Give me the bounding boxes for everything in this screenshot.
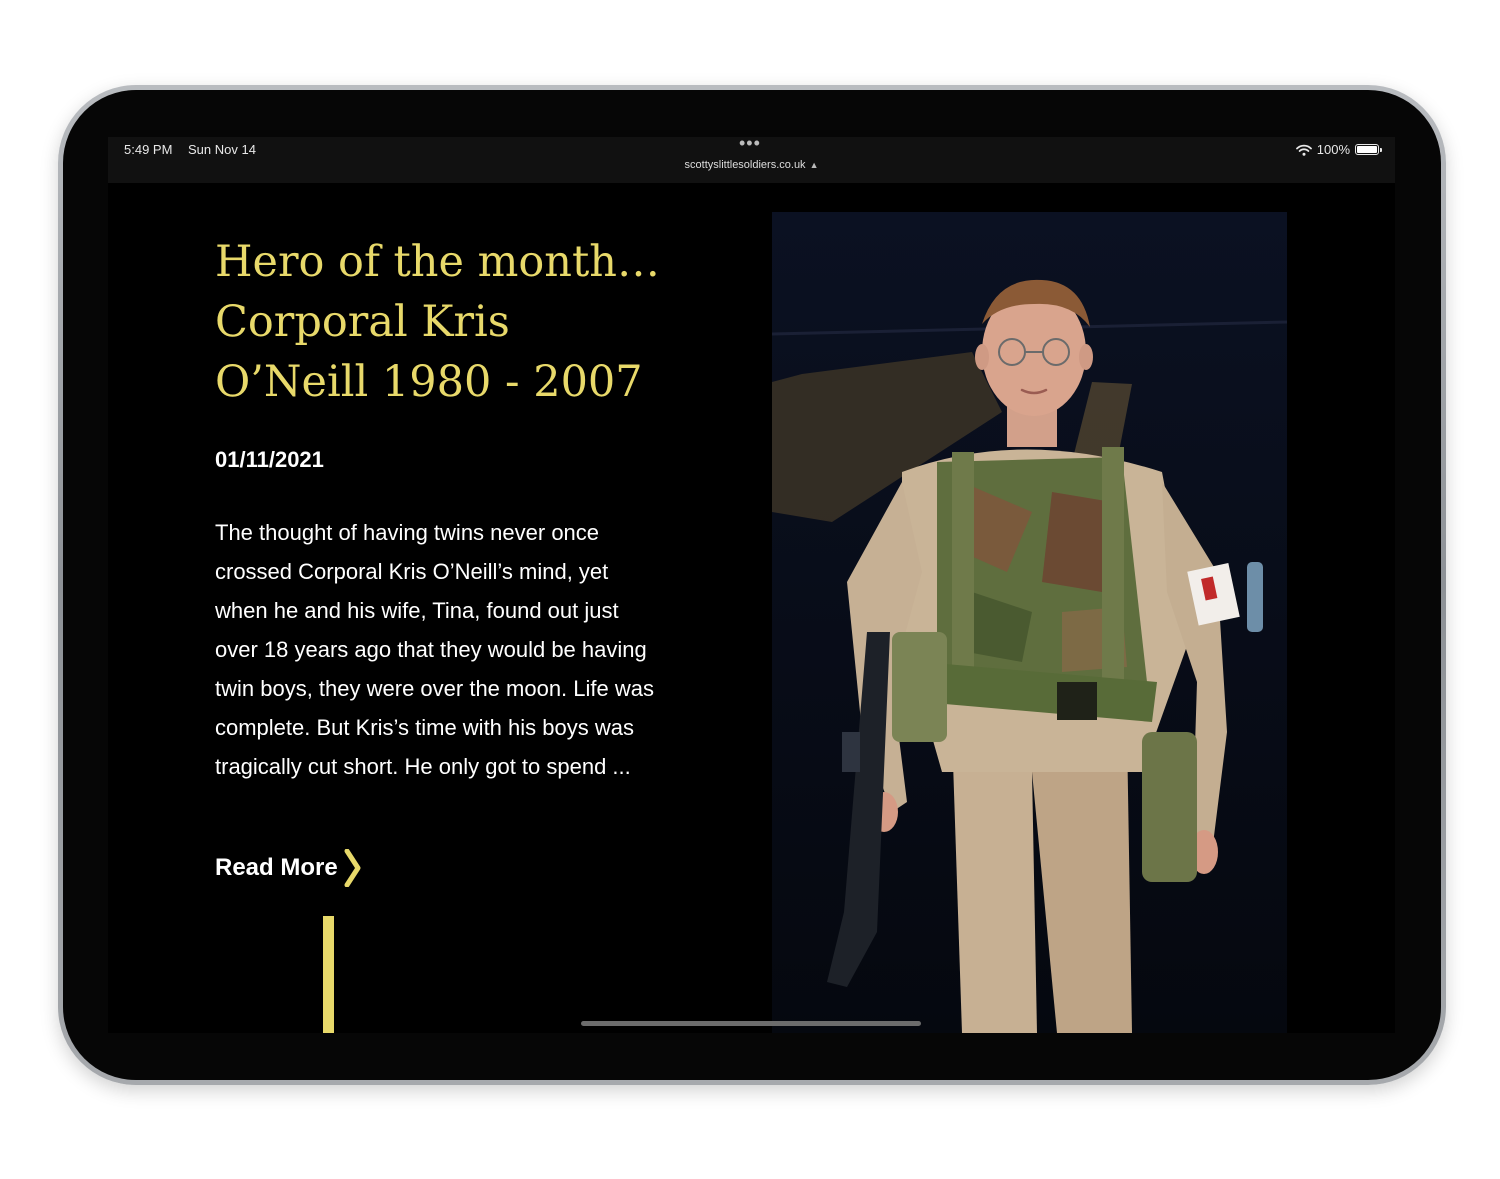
read-more-link[interactable] [215,849,362,887]
screen [108,137,1395,1033]
headline-line: Hero of the month… [215,237,660,287]
article-headline [215,232,685,412]
multitasking-dots[interactable]: ••• [739,137,761,153]
url-text: scottyslittlesoldiers.co.uk [684,159,806,171]
battery-percent: 100% [1316,142,1350,157]
soldier-illustration [772,212,1287,1033]
home-indicator[interactable] [581,1021,921,1026]
address-bar[interactable] [108,159,1395,171]
headline-line: O’Neill 1980 - 2007 [215,357,643,407]
accent-bar [323,916,334,1033]
wifi-icon [1296,144,1312,156]
battery-icon [1355,144,1379,155]
status-date: Sun Nov 14 [188,142,256,157]
article-date: 01/11/2021 [215,447,324,472]
lock-icon: ▲ [809,160,819,170]
chevron-right-icon [344,849,362,887]
read-more-label: Read More [215,854,338,881]
soldier-photo [772,212,1287,1033]
headline-line: Corporal Kris [215,297,510,347]
status-bar [108,137,1395,183]
status-time: 5:49 PM [124,142,173,157]
article-excerpt: The thought of having twins never once crossed Corporal Kris O’Neill’s mind, yet when he and his wife, Tina, found out just over 18 years ago that they would be having twin boys, they were over the moon. Life was complete. But Kris’s time with his boys was tragically cut short. He only got to spend ... [215,520,654,779]
status-indicators [1296,142,1379,157]
